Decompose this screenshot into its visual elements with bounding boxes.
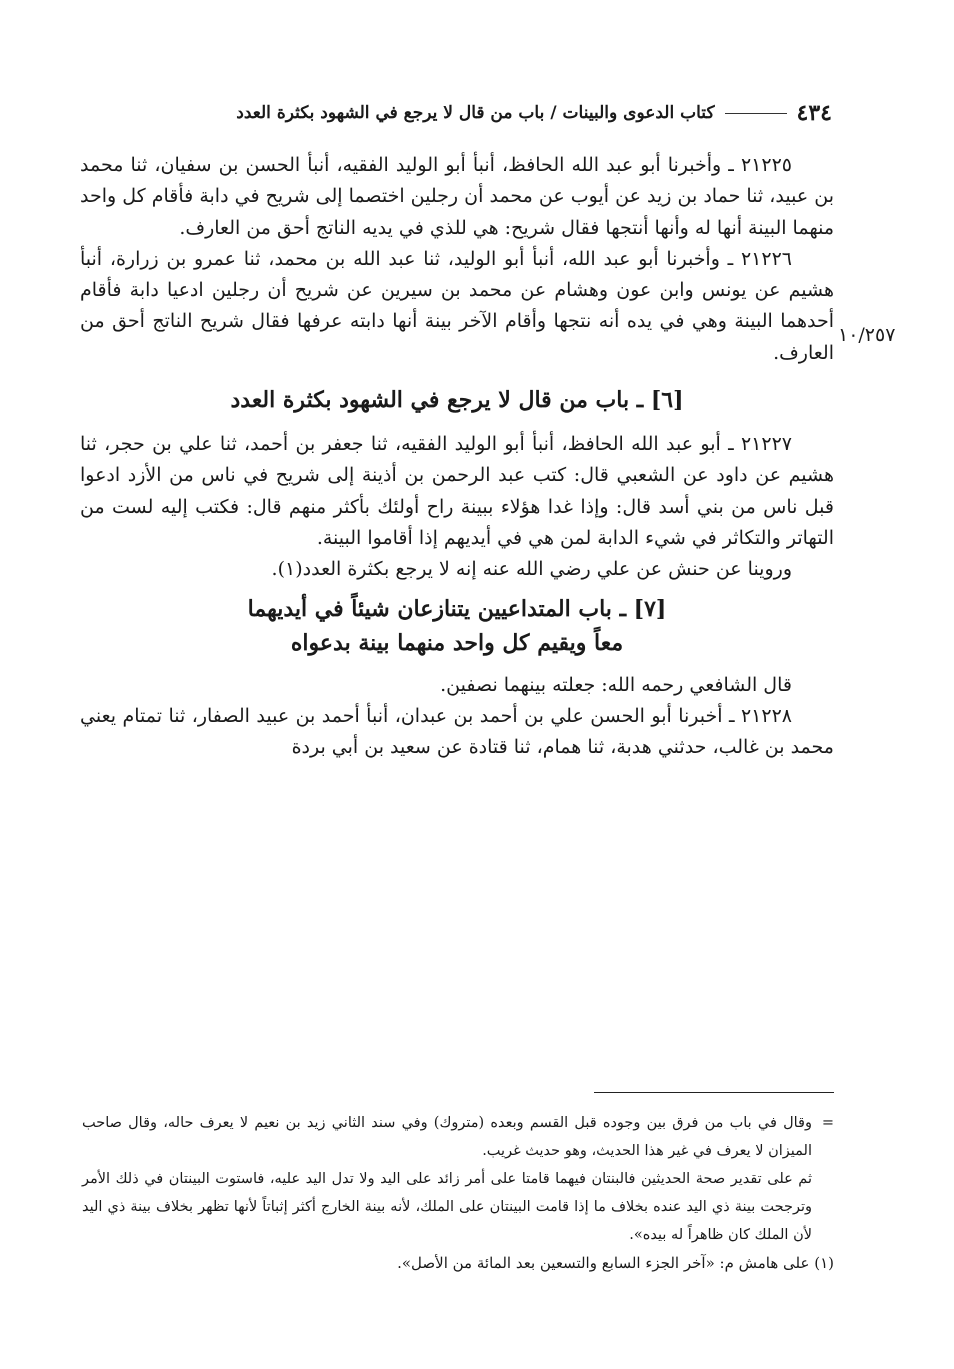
footnote-continuation-text: وقال في باب من فرق بين وجوده قبل القسم وبعده (متروك) وفي سند الثاني زيد بن نعيم لا يعرف حاله، وقال صاحب الميزان لا يعرف في غير هذا الحديث، وهو حديث غريب. [82, 1115, 812, 1159]
footnote-1: (١) على هامش م: «آخر الجزء السابع والتسعين بعد المائة من الأصل». [397, 1254, 834, 1272]
footnote-text [82, 1109, 834, 1277]
margin-reference: ١٠/٢٥٧ [838, 324, 896, 346]
running-header [82, 96, 832, 130]
header-separator: / [550, 103, 557, 123]
section-heading-7-line2: معاً ويقيم كل واحد منهما بينة بدعواه [290, 629, 624, 656]
book-title: كتاب الدعوى والبينات [562, 103, 715, 123]
section-heading-7 [80, 592, 834, 660]
hadith-21225: ٢١٢٢٥ ـ وأخبرنا أبو عبد الله الحافظ، أنبأ أبو الوليد الفقيه، أنبأ الحسن بن سفيان، ثنا محمد بن عبيد، ثنا حماد بن زيد عن أيوب عن محمد أن رجلين اختصما إلى شريح في دابة فأقام كل واحد منهما البينة أنها له وأنها أنتجها فقال شريح: هي للذي في يديه الناتج أحق من العارف. [80, 154, 834, 239]
page-number: ٤٣٤ [796, 100, 832, 126]
hadith-21226: ٢١٢٢٦ ـ وأخبرنا أبو عبد الله، أنبأ أبو الوليد، ثنا عبد الله بن محمد، ثنا عمرو بن زرارة، أنبأ هشيم عن يونس وابن عون وهشام عن محمد بن سيرين عن شريح أن رجلين ادعيا دابة فأقام أحدهما البينة وهي في يده أنه نتجها وأقام الآخر بينة أنها دابته عرفها فقال شريح الناتج أحق من العارف. [80, 247, 834, 364]
shafii-statement: قال الشافعي رحمه الله: جعلته بينهما نصفين. [440, 673, 792, 696]
section-heading-6: [٦] ـ باب من قال لا يرجع في الشهود بكثرة العدد [230, 387, 684, 414]
footnote-commentary: ثم على تقدير صحة الحديثين فالبنتان فيهما قامتا على أمر زائد على اليد ولا تدل اليد عليه، فاستوت البينتان في ذلك الأمر وترجحت بينة ذي اليد عنده بخلاف ما إذا قامت البينتان على الملك، لأنه بينة الخارج أكثر إثباتاً لأنها تظهر بخلاف بينة ذي اليد لأن الملك كان ظاهراً له بيده». [82, 1171, 812, 1243]
narration-hanash: وروينا عن حنش عن علي رضي الله عنه إنه لا يرجع بكثرة العدد(١). [271, 558, 792, 581]
footnote-rule [594, 1092, 834, 1093]
hadith-21227: ٢١٢٢٧ ـ أبو عبد الله الحافظ، أنبأ أبو الوليد الفقيه، ثنا جعفر بن أحمد، ثنا علي بن حجر، ثنا هشيم عن داود عن الشعبي قال: كتب عبد الرحمن بن أذينة إلى شريح في ناس من الأزد ادعوا قبل ناس من بني أسد قال: وإذا غدا هؤلاء ببينة راح أولئك بأكثر منهم قال: فكتب إليه لست من التهاتر والتكاثر في شيء الدابة لمن هي في أيديهم إذا أقاموا البينة. [80, 433, 834, 549]
section-heading-7-line1: [٧] ـ باب المتداعيين يتنازعان شيئاً في أيديهما [247, 595, 667, 622]
continuation-mark: = [821, 1115, 834, 1131]
footnote-continuation [82, 1109, 834, 1165]
header-rule [725, 113, 787, 114]
main-text [80, 150, 834, 763]
hadith-21228: ٢١٢٢٨ ـ أخبرنا أبو الحسن علي بن أحمد بن عبدان، أنبأ أحمد بن عبيد الصفار، ثنا تمتام يعني محمد بن غالب، حدثني هدبة، ثنا همام، ثنا قتادة عن سعيد بن أبي بردة [80, 704, 834, 759]
footnotes [82, 1092, 834, 1277]
chapter-title: باب من قال لا يرجع في الشهود بكثرة العدد [236, 103, 545, 123]
